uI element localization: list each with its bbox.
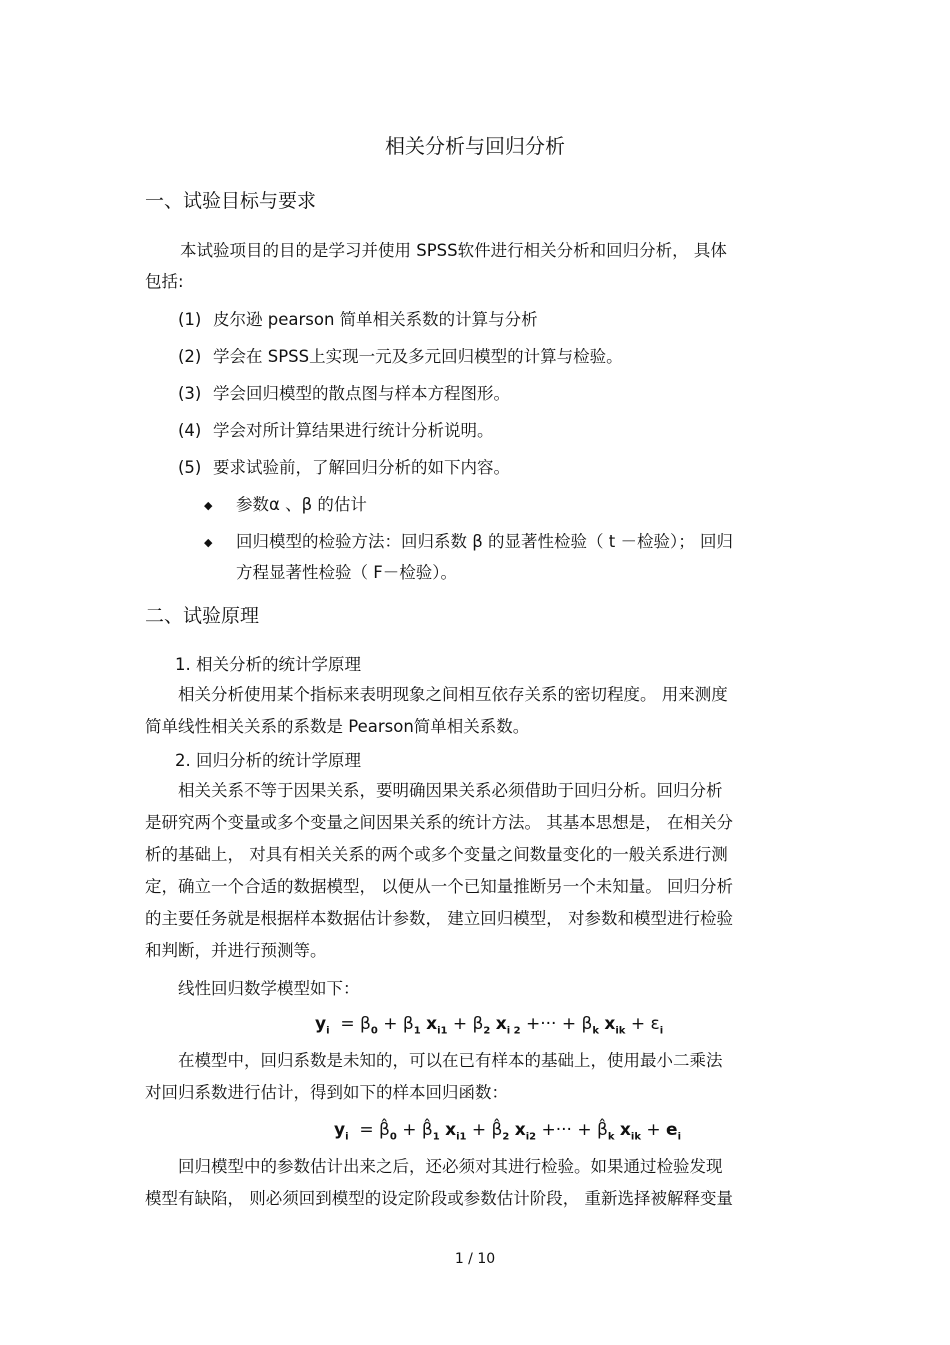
bullet-text: 参数α 、β 的估计 xyxy=(236,495,367,514)
paragraph-line: 定，确立一个合适的数据模型， 以便从一个已知量推断另一个未知量。 回归分析 xyxy=(145,877,733,896)
sample-regression-equation: $y_i$ = $\betâ_0$ + $\betâ_1$ $x_{i1}$ + $\betâ_2$ $x_{i2}$ +··· + $\betâ_k$ $x_{ik} + e_i$ xyxy=(334,1120,681,1143)
subsection-heading: 1. 相关分析的统计学原理 xyxy=(175,655,361,674)
paragraph-line: 回归模型中的参数估计出来之后，还必须对其进行检验。如果通过检验发现 xyxy=(178,1157,723,1176)
paragraph-line: 的主要任务就是根据样本数据估计参数， 建立回归模型， 对参数和模型进行检验 xyxy=(145,909,733,928)
intro-line-2: 包括: xyxy=(145,272,184,291)
paragraph-line: 线性回归数学模型如下： xyxy=(178,979,360,998)
paragraph-line: 和判断，并进行预测等。 xyxy=(145,941,327,960)
page-number: 1 / 10 xyxy=(454,1251,496,1267)
list-item-num: (2) xyxy=(178,347,202,366)
bullet-text: 回归模型的检验方法：回归系数 β 的显著性检验（ t －检验）； 回归 xyxy=(236,532,733,551)
list-item-text: 学会在 SPSS上实现一元及多元回归模型的计算与检验。 xyxy=(213,347,623,366)
diamond-bullet-icon: ◆ xyxy=(204,499,213,512)
list-item-text: 要求试验前，了解回归分析的如下内容。 xyxy=(213,458,510,477)
paragraph-line: 对回归系数进行估计，得到如下的样本回归函数： xyxy=(145,1083,508,1102)
paragraph-line: 相关关系不等于因果关系，要明确因果关系必须借助于回归分析。回归分析 xyxy=(178,781,723,800)
list-item-text: 皮尔逊 pearson 简单相关系数的计算与分析 xyxy=(213,310,538,329)
paragraph-line: 模型有缺陷， 则必须回到模型的设定阶段或参数估计阶段， 重新选择被解释变量 xyxy=(145,1189,733,1208)
paragraph-line: 简单线性相关关系的系数是 Pearson简单相关系数。 xyxy=(145,717,530,736)
section2-heading: 二、试验原理 xyxy=(145,605,260,627)
list-item-num: (1) xyxy=(178,310,202,329)
list-item-text: 学会回归模型的散点图与样本方程图形。 xyxy=(213,384,510,403)
paragraph-line: 析的基础上， 对具有相关关系的两个或多个变量之间数量变化的一般关系进行测 xyxy=(145,845,728,864)
regression-model-equation: $y_i = \beta_0 + \beta_1$ $x_{i1} + \beta_2$ $x_{i 2}$ +··· + $\beta_k$ $x_{ik} + \varepsilon_i$ xyxy=(315,1014,664,1037)
list-item-num: (4) xyxy=(178,421,202,440)
list-item-num: (3) xyxy=(178,384,202,403)
bullet-text-continued: 方程显著性检验（ F－检验）。 xyxy=(236,563,457,582)
paragraph-line: 相关分析使用某个指标来表明现象之间相互依存关系的密切程度。 用来测度 xyxy=(178,685,728,704)
section1-heading: 一、试验目标与要求 xyxy=(145,190,317,212)
list-item-text: 学会对所计算结果进行统计分析说明。 xyxy=(213,421,494,440)
document-title: 相关分析与回归分析 xyxy=(385,134,565,158)
paragraph-line: 在模型中，回归系数是未知的，可以在已有样本的基础上，使用最小二乘法 xyxy=(178,1051,723,1070)
list-item-num: (5) xyxy=(178,458,202,477)
intro-line-1: 本试验项目的目的是学习并使用 SPSS软件进行相关分析和回归分析， 具体 xyxy=(180,241,727,260)
subsection-heading: 2. 回归分析的统计学原理 xyxy=(175,751,361,770)
paragraph-line: 是研究两个变量或多个变量之间因果关系的统计方法。 其基本思想是， 在相关分 xyxy=(145,813,733,832)
diamond-bullet-icon: ◆ xyxy=(204,536,213,549)
